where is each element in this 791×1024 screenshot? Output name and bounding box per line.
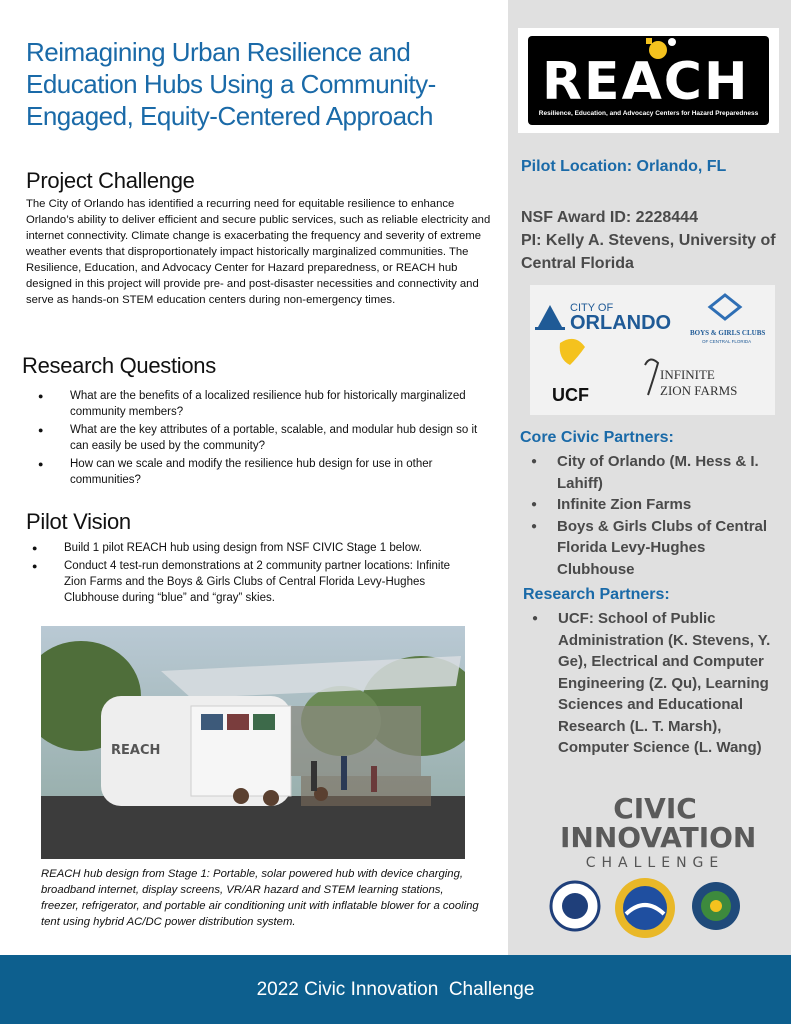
agency-seals: [548, 876, 748, 942]
orlando-text: ORLANDO: [570, 312, 672, 334]
partner-logos: [530, 285, 775, 415]
partner-logos-graphic: [530, 285, 775, 415]
dhs-seal-icon: [551, 882, 599, 930]
ucf-pegasus-icon: [560, 339, 585, 365]
award-info: [521, 206, 779, 275]
list-item: ● UCF: School of Public Administration (K. Stevens, Y. Ge), Electrical and Computer Engineering (Z. Qu), Learning Sciences and Educational Research (L. T. Marsh), Computer Science (L. Wang): [521, 608, 779, 759]
list-item: ● Boys & Girls Clubs of Central Florida Levy-Hughes Clubhouse: [520, 516, 782, 581]
logo-tagline: Resilience, Education, and Advocacy Centers for Hazard Preparedness: [538, 110, 759, 117]
project-challenge-text: The City of Orlando has identified a recurring need for equitable resilience to enhance Orlando’s ability to deliver efficient and secure public services, such as reliable electricity and internet connectivity. Climate change is exacerbating the frequency and severity of extreme weather events that disproportionately impact historically marginalized communities. The Resilience, Education, and Advocacy Center for Hazard preparedness, or REACH hub designed in this project will provide pre- and post-disaster necessities and connectivity and serve as hands-on STEM education centers during non-emergency times.: [26, 198, 491, 306]
pilot-vision-heading: Pilot Vision: [26, 509, 131, 534]
infinite-text: INFINITE: [660, 367, 715, 382]
image-caption: REACH hub design from Stage 1: Portable, solar powered hub with device charging, broadband internet, display screens, VR/AR hazard and STEM learning stations, freezer, refrigerator, and portable air conditioning unit with inflatable blower for a cooling tent using hybrid AC/DC power distribution system.: [41, 868, 479, 928]
footer-text: 2022 Civic Innovation Challenge: [256, 978, 535, 1000]
challenge-text: CHALLENGE: [585, 855, 725, 871]
civic-text: CIVIC: [613, 792, 697, 825]
research-questions-list: [26, 388, 481, 490]
ucf-text: UCF: [552, 385, 589, 405]
city-of-text: CITY OF: [570, 302, 614, 314]
logo-word: REACH: [542, 52, 750, 112]
research-partners-heading: Research Partners:: [523, 586, 670, 603]
reach-logo: [518, 28, 779, 133]
zion-farms-text: ZION FARMS: [660, 383, 738, 398]
doe-seal-icon: [692, 882, 740, 930]
award-id: NSF Award ID: 2228444: [521, 209, 698, 226]
research-questions-heading: Research Questions: [22, 353, 216, 378]
innovation-text: INNOVATION: [560, 821, 757, 854]
project-challenge-heading: Project Challenge: [26, 168, 195, 193]
footer-banner: [0, 955, 791, 1024]
reach-hub-rendering: [41, 626, 465, 859]
list-item: ● What are the key attributes of a portable, scalable, and modular hub design so it can easily be used by the community?: [26, 422, 481, 454]
nsf-seal-icon: [615, 878, 675, 938]
page-title: Reimagining Urban Resilience and Education Hubs Using a Community-Engaged, Equity-Centered Approach: [26, 37, 436, 131]
list-item: ● How can we scale and modify the resilience hub design for use in other communities?: [26, 456, 481, 488]
lion-icon: [645, 359, 658, 395]
list-item: ● Infinite Zion Farms: [520, 494, 782, 516]
pilot-vision-list: [20, 540, 470, 608]
hub-label: REACH: [111, 743, 161, 758]
list-item: ● What are the benefits of a localized resilience hub for historically marginalized community members?: [26, 388, 481, 420]
bgc-sub-text: OF CENTRAL FLORIDA: [702, 339, 752, 344]
reach-logo-panel: [528, 36, 769, 125]
hub-illustration: [41, 626, 465, 859]
core-partners-heading: Core Civic Partners:: [520, 429, 674, 446]
research-partners-list: [521, 608, 779, 759]
core-partners-list: [520, 451, 782, 580]
list-item: ● Conduct 4 test-run demonstrations at 2 community partner locations: Infinite Zion Farms and the Boys & Girls Clubs of Central Florida Levy-Hughes Clubhouse during “blue” and “gray” skies.: [20, 558, 470, 606]
list-item: ● City of Orlando (M. Hess & I. Lahiff): [520, 451, 782, 494]
list-item: ● Build 1 pilot REACH hub using design from NSF CIVIC Stage 1 below.: [20, 540, 470, 556]
bgc-text: BOYS & GIRLS CLUBS: [690, 329, 766, 337]
pilot-location: Pilot Location: Orlando, FL: [521, 158, 727, 175]
civic-challenge-logo: [560, 792, 757, 871]
principal-investigator: PI: Kelly A. Stevens, University of Central Florida: [521, 232, 776, 272]
